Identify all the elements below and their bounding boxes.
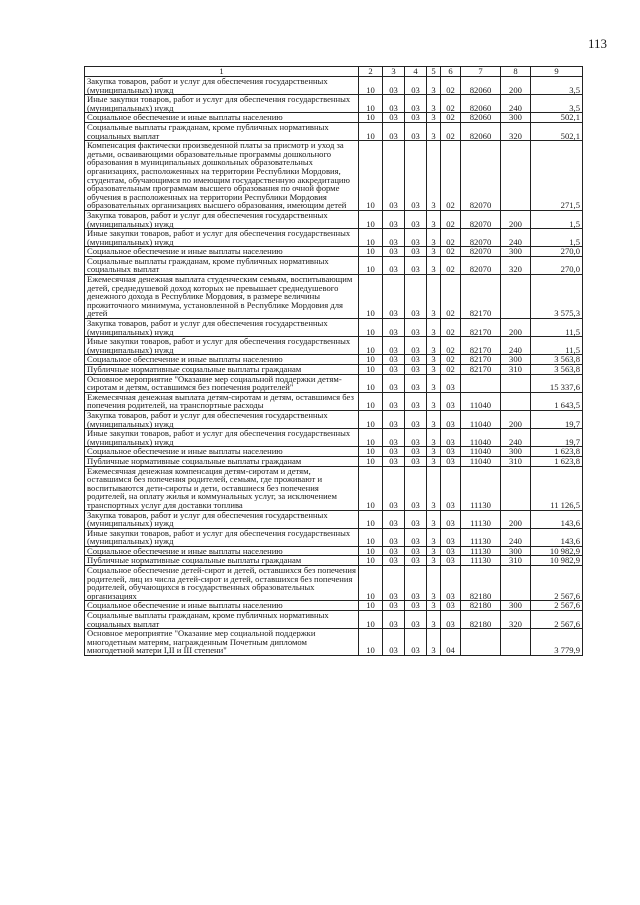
code-cell: 03: [383, 629, 405, 656]
row-name-cell: Социальное обеспечение и иные выплаты населению: [85, 447, 359, 457]
code-cell: 10: [359, 210, 383, 228]
code-cell: 02: [441, 113, 461, 123]
amount-cell: 15 337,6: [531, 374, 583, 392]
code-cell: 03: [405, 429, 427, 447]
code-cell: 03: [383, 113, 405, 123]
code-cell: 10: [359, 466, 383, 510]
code-cell: 10: [359, 337, 383, 355]
amount-cell: 3 563,8: [531, 355, 583, 365]
code-cell: 3: [427, 601, 441, 611]
code-cell: 3: [427, 566, 441, 601]
table-row: [85, 229, 583, 247]
amount-cell: 1 623,8: [531, 447, 583, 457]
code-cell: 03: [383, 566, 405, 601]
code-cell: 240: [501, 229, 531, 247]
amount-cell: 19,7: [531, 410, 583, 428]
row-name-cell: Основное мероприятие "Оказание мер социальной поддержки многодетным матерям, награжденным Почетным дипломом многодетной матери I,II и III степени": [85, 629, 359, 656]
code-cell: 03: [383, 229, 405, 247]
amount-cell: 11,5: [531, 337, 583, 355]
row-name-cell: Социальное обеспечение и иные выплаты населению: [85, 546, 359, 556]
code-cell: 3: [427, 95, 441, 113]
code-cell: 3: [427, 319, 441, 337]
column-header: 6: [441, 67, 461, 77]
code-cell: 10: [359, 275, 383, 319]
code-cell: 03: [383, 355, 405, 365]
code-cell: 03: [405, 95, 427, 113]
code-cell: 11040: [461, 456, 501, 466]
code-cell: 03: [405, 556, 427, 566]
code-cell: 03: [383, 141, 405, 211]
code-cell: 82170: [461, 275, 501, 319]
code-cell: 10: [359, 601, 383, 611]
code-cell: 03: [441, 466, 461, 510]
code-cell: 03: [383, 95, 405, 113]
row-name-cell: Закупка товаров, работ и услуг для обеспечения государственных (муниципальных) нужд: [85, 410, 359, 428]
code-cell: 02: [441, 141, 461, 211]
code-cell: 300: [501, 355, 531, 365]
code-cell: [501, 566, 531, 601]
code-cell: 03: [383, 392, 405, 410]
column-header: 2: [359, 67, 383, 77]
code-cell: 03: [383, 337, 405, 355]
code-cell: 03: [441, 456, 461, 466]
table-row: [85, 95, 583, 113]
code-cell: 03: [383, 256, 405, 274]
code-cell: 03: [405, 141, 427, 211]
code-cell: 02: [441, 210, 461, 228]
code-cell: 82170: [461, 319, 501, 337]
code-cell: 03: [383, 546, 405, 556]
amount-cell: 1,5: [531, 210, 583, 228]
row-name-cell: Публичные нормативные социальные выплаты гражданам: [85, 456, 359, 466]
code-cell: 03: [405, 77, 427, 95]
code-cell: 02: [441, 337, 461, 355]
code-cell: 03: [383, 456, 405, 466]
amount-cell: 502,1: [531, 113, 583, 123]
code-cell: 3: [427, 629, 441, 656]
amount-cell: 270,0: [531, 247, 583, 257]
code-cell: 03: [383, 410, 405, 428]
code-cell: [501, 275, 531, 319]
row-name-cell: Публичные нормативные социальные выплаты гражданам: [85, 365, 359, 375]
code-cell: 82170: [461, 355, 501, 365]
code-cell: 10: [359, 410, 383, 428]
amount-cell: 271,5: [531, 141, 583, 211]
code-cell: 3: [427, 429, 441, 447]
code-cell: 03: [441, 601, 461, 611]
code-cell: 10: [359, 566, 383, 601]
table-row: [85, 528, 583, 546]
code-cell: 03: [405, 337, 427, 355]
code-cell: 3: [427, 77, 441, 95]
row-name-cell: Закупка товаров, работ и услуг для обеспечения государственных (муниципальных) нужд: [85, 319, 359, 337]
code-cell: 03: [405, 611, 427, 629]
code-cell: 3: [427, 247, 441, 257]
table-header-row: [85, 67, 583, 77]
code-cell: 03: [383, 374, 405, 392]
row-name-cell: Иные закупки товаров, работ и услуг для обеспечения государственных (муниципальных) нужд: [85, 337, 359, 355]
code-cell: 10: [359, 528, 383, 546]
code-cell: 310: [501, 556, 531, 566]
code-cell: 11130: [461, 510, 501, 528]
code-cell: 10: [359, 429, 383, 447]
table-row: [85, 456, 583, 466]
page-number: 113: [588, 36, 608, 51]
code-cell: 03: [405, 122, 427, 140]
code-cell: 03: [383, 528, 405, 546]
code-cell: 3: [427, 510, 441, 528]
code-cell: 03: [405, 466, 427, 510]
column-header: 5: [427, 67, 441, 77]
budget-table: [84, 66, 583, 656]
amount-cell: 11 126,5: [531, 466, 583, 510]
code-cell: 10: [359, 365, 383, 375]
table-row: [85, 365, 583, 375]
code-cell: 82070: [461, 247, 501, 257]
code-cell: 82070: [461, 141, 501, 211]
code-cell: 03: [405, 528, 427, 546]
code-cell: 03: [405, 447, 427, 457]
code-cell: 200: [501, 510, 531, 528]
table-row: [85, 77, 583, 95]
row-name-cell: Закупка товаров, работ и услуг для обеспечения государственных (муниципальных) нужд: [85, 77, 359, 95]
code-cell: 10: [359, 113, 383, 123]
code-cell: 3: [427, 546, 441, 556]
code-cell: 03: [441, 528, 461, 546]
code-cell: 200: [501, 77, 531, 95]
code-cell: 02: [441, 275, 461, 319]
code-cell: 03: [383, 77, 405, 95]
row-name-cell: Иные закупки товаров, работ и услуг для обеспечения государственных (муниципальных) нужд: [85, 528, 359, 546]
row-name-cell: Закупка товаров, работ и услуг для обеспечения государственных (муниципальных) нужд: [85, 210, 359, 228]
table-row: [85, 447, 583, 457]
row-name-cell: Социальное обеспечение и иные выплаты населению: [85, 601, 359, 611]
code-cell: 11040: [461, 410, 501, 428]
code-cell: 240: [501, 337, 531, 355]
code-cell: 10: [359, 77, 383, 95]
code-cell: 03: [405, 275, 427, 319]
row-name-cell: Иные закупки товаров, работ и услуг для обеспечения государственных (муниципальных) нужд: [85, 95, 359, 113]
code-cell: 10: [359, 256, 383, 274]
code-cell: 82060: [461, 122, 501, 140]
code-cell: [501, 392, 531, 410]
column-header: 8: [501, 67, 531, 77]
code-cell: 11130: [461, 466, 501, 510]
code-cell: 3: [427, 275, 441, 319]
code-cell: 3: [427, 447, 441, 457]
row-name-cell: Социальное обеспечение и иные выплаты населению: [85, 247, 359, 257]
code-cell: 10: [359, 141, 383, 211]
code-cell: 3: [427, 611, 441, 629]
code-cell: 03: [405, 319, 427, 337]
code-cell: 03: [441, 556, 461, 566]
code-cell: 200: [501, 410, 531, 428]
code-cell: 82060: [461, 113, 501, 123]
code-cell: 82180: [461, 566, 501, 601]
amount-cell: 2 567,6: [531, 611, 583, 629]
row-name-cell: Социальное обеспечение и иные выплаты населению: [85, 355, 359, 365]
code-cell: 3: [427, 410, 441, 428]
row-name-cell: Социальное обеспечение детей-сирот и детей, оставшихся без попечения родителей, лиц из числа детей-сирот и детей, оставшихся без попечения родителей, обучающихся в государственных образовательных организациях: [85, 566, 359, 601]
code-cell: 11130: [461, 556, 501, 566]
table-row: [85, 210, 583, 228]
code-cell: 03: [383, 275, 405, 319]
code-cell: 3: [427, 141, 441, 211]
code-cell: 03: [383, 466, 405, 510]
amount-cell: 270,0: [531, 256, 583, 274]
code-cell: 320: [501, 256, 531, 274]
amount-cell: 19,7: [531, 429, 583, 447]
code-cell: 03: [441, 447, 461, 457]
code-cell: 03: [383, 122, 405, 140]
code-cell: 11040: [461, 429, 501, 447]
code-cell: 82070: [461, 256, 501, 274]
code-cell: 82170: [461, 365, 501, 375]
table-row: [85, 374, 583, 392]
code-cell: 240: [501, 429, 531, 447]
code-cell: 82180: [461, 611, 501, 629]
code-cell: 02: [441, 95, 461, 113]
code-cell: 03: [441, 546, 461, 556]
code-cell: 03: [405, 374, 427, 392]
code-cell: [461, 374, 501, 392]
code-cell: 10: [359, 510, 383, 528]
amount-cell: 143,6: [531, 510, 583, 528]
amount-cell: 143,6: [531, 528, 583, 546]
code-cell: 10: [359, 546, 383, 556]
table-row: [85, 410, 583, 428]
code-cell: 10: [359, 355, 383, 365]
row-name-cell: Иные закупки товаров, работ и услуг для обеспечения государственных (муниципальных) нужд: [85, 229, 359, 247]
code-cell: 3: [427, 256, 441, 274]
code-cell: 11130: [461, 546, 501, 556]
column-header: 4: [405, 67, 427, 77]
code-cell: 3: [427, 229, 441, 247]
code-cell: 03: [441, 374, 461, 392]
code-cell: 320: [501, 122, 531, 140]
table-row: [85, 256, 583, 274]
amount-cell: 1,5: [531, 229, 583, 247]
row-name-cell: Публичные нормативные социальные выплаты гражданам: [85, 556, 359, 566]
code-cell: 11040: [461, 392, 501, 410]
column-header: 3: [383, 67, 405, 77]
table-row: [85, 611, 583, 629]
code-cell: 03: [405, 365, 427, 375]
amount-cell: 1 623,8: [531, 456, 583, 466]
code-cell: 03: [383, 247, 405, 257]
table-row: [85, 141, 583, 211]
amount-cell: 3 563,8: [531, 365, 583, 375]
row-name-cell: Социальное обеспечение и иные выплаты населению: [85, 113, 359, 123]
amount-cell: 2 567,6: [531, 566, 583, 601]
code-cell: 200: [501, 210, 531, 228]
code-cell: 300: [501, 247, 531, 257]
code-cell: 300: [501, 601, 531, 611]
code-cell: 03: [405, 546, 427, 556]
code-cell: 03: [405, 210, 427, 228]
row-name-cell: Социальные выплаты гражданам, кроме публичных нормативных социальных выплат: [85, 611, 359, 629]
code-cell: 10: [359, 629, 383, 656]
table-row: [85, 122, 583, 140]
table-row: [85, 319, 583, 337]
table-row: [85, 247, 583, 257]
code-cell: 10: [359, 95, 383, 113]
code-cell: 82170: [461, 337, 501, 355]
amount-cell: 3,5: [531, 95, 583, 113]
code-cell: 02: [441, 77, 461, 95]
code-cell: 03: [383, 601, 405, 611]
code-cell: 10: [359, 456, 383, 466]
code-cell: 3: [427, 122, 441, 140]
code-cell: 240: [501, 95, 531, 113]
row-name-cell: Иные закупки товаров, работ и услуг для обеспечения государственных (муниципальных) нужд: [85, 429, 359, 447]
code-cell: 3: [427, 556, 441, 566]
code-cell: 02: [441, 256, 461, 274]
amount-cell: 3 779,9: [531, 629, 583, 656]
row-name-cell: Ежемесячная денежная выплата детям-сиротам и детям, оставшимся без попечения родителей, на транспортные расходы: [85, 392, 359, 410]
code-cell: 02: [441, 319, 461, 337]
code-cell: 310: [501, 365, 531, 375]
code-cell: 300: [501, 546, 531, 556]
code-cell: 10: [359, 392, 383, 410]
code-cell: 03: [405, 456, 427, 466]
code-cell: 03: [383, 210, 405, 228]
code-cell: 03: [441, 410, 461, 428]
table-row: [85, 392, 583, 410]
code-cell: 82180: [461, 601, 501, 611]
amount-cell: 3 575,3: [531, 275, 583, 319]
code-cell: 320: [501, 611, 531, 629]
code-cell: 310: [501, 456, 531, 466]
code-cell: 300: [501, 113, 531, 123]
code-cell: 03: [383, 447, 405, 457]
code-cell: 3: [427, 355, 441, 365]
code-cell: 03: [383, 319, 405, 337]
row-name-cell: Ежемесячная денежная компенсация детям-сиротам и детям, оставшимся без попечения родителей, семьям, где проживают и воспитываются дети-сироты и дети, оставшиеся без попечения родителей, на оплату жилья и коммунальных услуг, за исключением транспортных услуг для доставки топлива: [85, 466, 359, 510]
code-cell: 03: [405, 247, 427, 257]
table-row: [85, 629, 583, 656]
code-cell: 3: [427, 466, 441, 510]
code-cell: 3: [427, 113, 441, 123]
code-cell: 240: [501, 528, 531, 546]
table-row: [85, 466, 583, 510]
code-cell: 02: [441, 122, 461, 140]
code-cell: 03: [383, 429, 405, 447]
code-cell: 03: [405, 355, 427, 365]
code-cell: 03: [405, 113, 427, 123]
code-cell: 10: [359, 319, 383, 337]
column-header: 1: [85, 67, 359, 77]
code-cell: 03: [383, 365, 405, 375]
code-cell: 03: [405, 392, 427, 410]
code-cell: 10: [359, 447, 383, 457]
code-cell: [501, 141, 531, 211]
row-name-cell: Компенсация фактически произведенной платы за присмотр и уход за детьми, осваивающими образовательные программы дошкольного образования в муниципальных дошкольных образовательных организациях, расположенных на территории Республики Мордовия, студентам, обучающимся по имеющим государственную аккредитацию образовательным программам высшего образования по очной форме обучения в расположенных на территории Республики Мордовия образовательных организациях высшего образования, имеющим детей: [85, 141, 359, 211]
code-cell: 3: [427, 528, 441, 546]
column-header: 9: [531, 67, 583, 77]
amount-cell: 502,1: [531, 122, 583, 140]
code-cell: 03: [405, 601, 427, 611]
table-row: [85, 429, 583, 447]
code-cell: 02: [441, 247, 461, 257]
code-cell: 82070: [461, 229, 501, 247]
column-header: 7: [461, 67, 501, 77]
code-cell: 10: [359, 247, 383, 257]
row-name-cell: Ежемесячная денежная выплата студенческим семьям, воспитывающим детей, среднедушевой доход которых не превышает среднедушевого денежного дохода в Республике Мордовия, в размере величины прожиточного минимума, установленной в Республике Мордовия для детей: [85, 275, 359, 319]
code-cell: [501, 374, 531, 392]
code-cell: 03: [441, 429, 461, 447]
code-cell: 82060: [461, 95, 501, 113]
amount-cell: 2 567,6: [531, 601, 583, 611]
code-cell: 3: [427, 392, 441, 410]
row-name-cell: Социальные выплаты гражданам, кроме публичных нормативных социальных выплат: [85, 256, 359, 274]
code-cell: 03: [383, 611, 405, 629]
code-cell: 3: [427, 456, 441, 466]
code-cell: 03: [383, 510, 405, 528]
code-cell: 10: [359, 611, 383, 629]
code-cell: 03: [441, 611, 461, 629]
table-row: [85, 337, 583, 355]
code-cell: 03: [441, 566, 461, 601]
code-cell: 03: [405, 566, 427, 601]
code-cell: 03: [405, 229, 427, 247]
code-cell: 02: [441, 355, 461, 365]
code-cell: 82070: [461, 210, 501, 228]
table-row: [85, 566, 583, 601]
amount-cell: 3,5: [531, 77, 583, 95]
row-name-cell: Основное мероприятие "Оказание мер социальной поддержки детям-сиротам и детям, оставшимся без попечения родителей": [85, 374, 359, 392]
code-cell: 02: [441, 229, 461, 247]
code-cell: 3: [427, 374, 441, 392]
code-cell: 11040: [461, 447, 501, 457]
amount-cell: 11,5: [531, 319, 583, 337]
code-cell: 03: [405, 256, 427, 274]
amount-cell: 1 643,5: [531, 392, 583, 410]
code-cell: 3: [427, 337, 441, 355]
code-cell: 03: [405, 629, 427, 656]
table-row: [85, 510, 583, 528]
code-cell: 3: [427, 210, 441, 228]
code-cell: 82060: [461, 77, 501, 95]
code-cell: [461, 629, 501, 656]
code-cell: 10: [359, 229, 383, 247]
row-name-cell: Социальные выплаты гражданам, кроме публичных нормативных социальных выплат: [85, 122, 359, 140]
code-cell: 03: [383, 556, 405, 566]
code-cell: 04: [441, 629, 461, 656]
table-row: [85, 275, 583, 319]
code-cell: 03: [441, 392, 461, 410]
code-cell: 11130: [461, 528, 501, 546]
code-cell: [501, 466, 531, 510]
code-cell: 10: [359, 122, 383, 140]
code-cell: 200: [501, 319, 531, 337]
code-cell: 03: [405, 510, 427, 528]
code-cell: 300: [501, 447, 531, 457]
amount-cell: 10 982,9: [531, 546, 583, 556]
code-cell: 10: [359, 556, 383, 566]
code-cell: [501, 629, 531, 656]
code-cell: 02: [441, 365, 461, 375]
code-cell: 03: [441, 510, 461, 528]
code-cell: 10: [359, 374, 383, 392]
code-cell: 3: [427, 365, 441, 375]
code-cell: 03: [405, 410, 427, 428]
row-name-cell: Закупка товаров, работ и услуг для обеспечения государственных (муниципальных) нужд: [85, 510, 359, 528]
amount-cell: 10 982,9: [531, 556, 583, 566]
